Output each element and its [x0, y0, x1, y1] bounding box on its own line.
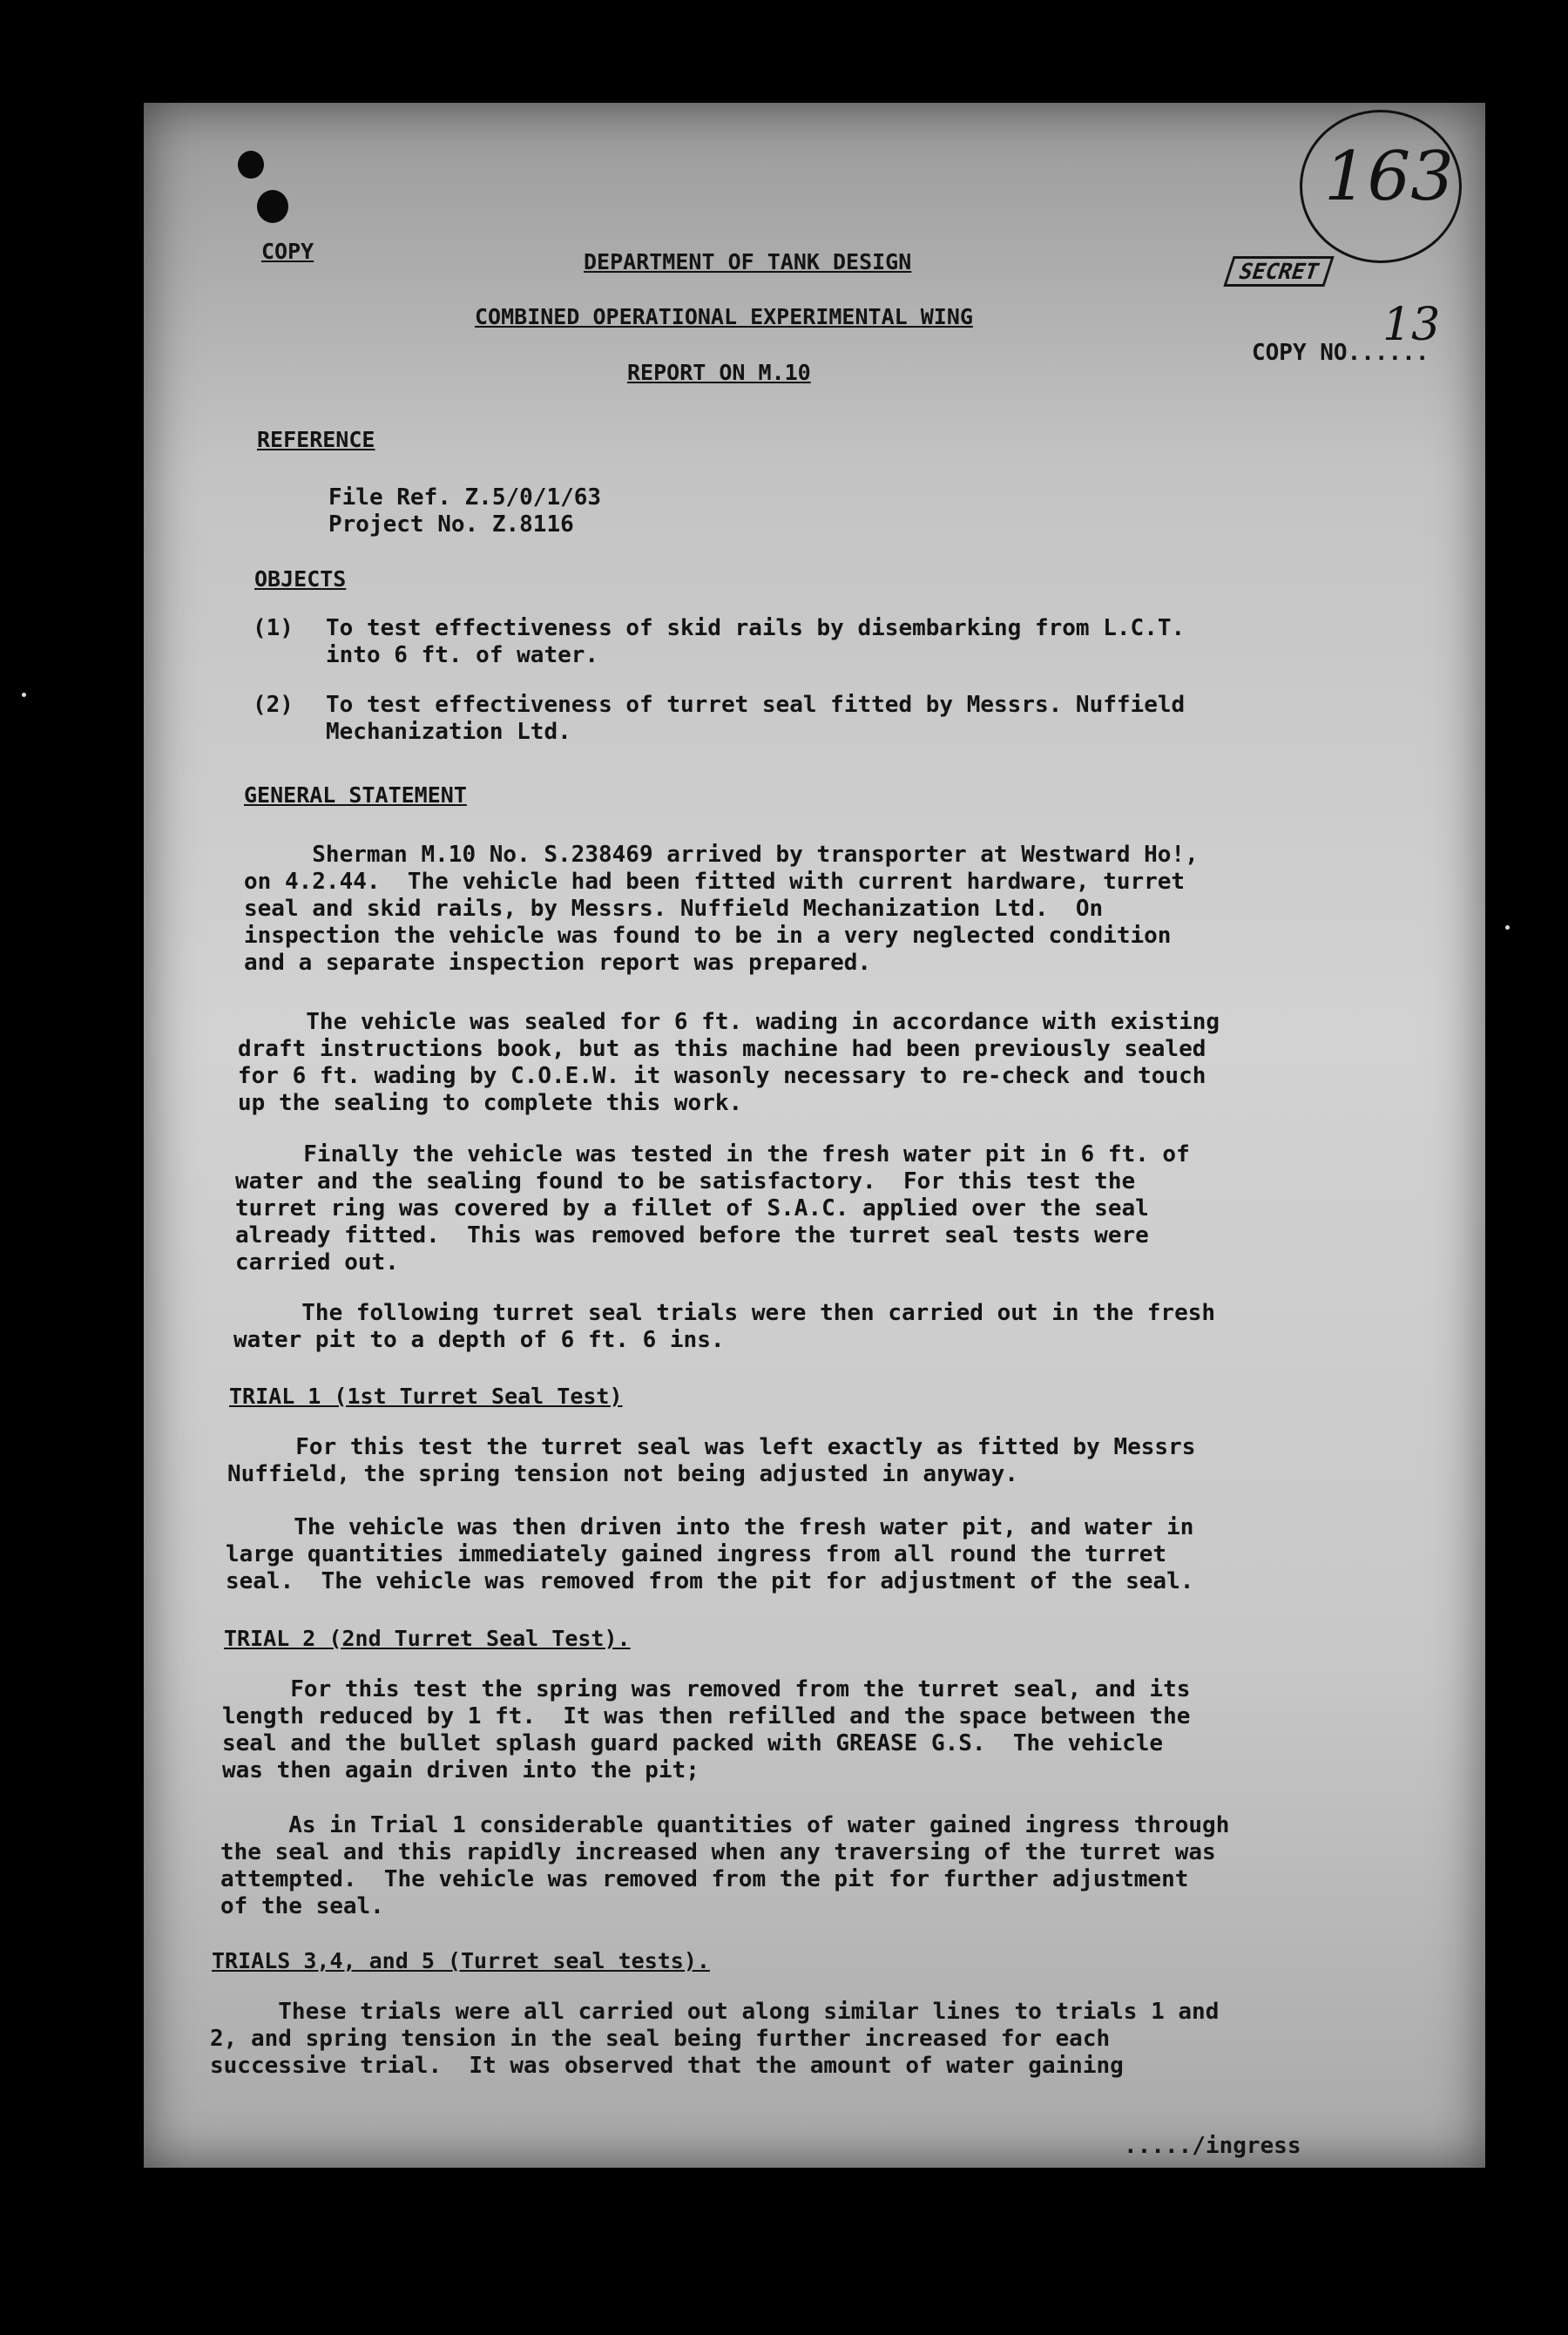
- reference-heading: REFERENCE: [257, 427, 375, 452]
- general-para-3: [235, 1141, 1190, 1276]
- object-line: To test effectiveness of skid rails by disembarking from L.C.T.: [326, 615, 1186, 641]
- folio-number: 163: [1324, 138, 1454, 216]
- text-line: already fitted. This was removed before the turret seal tests were: [235, 1222, 1149, 1249]
- text-line: up the sealing to complete this work.: [238, 1090, 743, 1116]
- trials-3-4-5-heading: TRIALS 3,4, and 5 (Turret seal tests).: [212, 1948, 710, 1973]
- text-line: seal and skid rails, by Messrs. Nuffield Mechanization Ltd. On: [244, 896, 1104, 922]
- objects-heading: OBJECTS: [254, 566, 347, 592]
- text-line: Finally the vehicle was tested in the fresh water pit in 6 ft. of: [235, 1141, 1190, 1168]
- text-line: 2, and spring tension in the seal being further increased for each: [210, 2026, 1111, 2052]
- copy-number-value: 13: [1382, 299, 1441, 351]
- text-line: attempted. The vehicle was removed from the pit for further adjustment: [220, 1866, 1189, 1892]
- text-line: was then again driven into the pit;: [222, 1757, 700, 1783]
- trial-2-para-1: [222, 1676, 1191, 1783]
- text-line: seal. The vehicle was removed from the pit for adjustment of the seal.: [226, 1568, 1194, 1594]
- trial-1-para-1: [227, 1434, 1196, 1500]
- text-line: For this test the turret seal was left exactly as fitted by Messrs: [227, 1434, 1196, 1460]
- trials-3-4-5-para: [210, 1999, 1220, 2081]
- object-number: (1): [253, 615, 294, 641]
- text-line: on 4.2.44. The vehicle had been fitted with current hardware, turret: [244, 869, 1186, 895]
- text-line: turret ring was covered by a fillet of S.A.C. applied over the seal: [235, 1195, 1149, 1222]
- text-line: As in Trial 1 considerable quantities of water gained ingress through: [220, 1812, 1230, 1838]
- scan-speck: [1505, 925, 1510, 930]
- general-para-1: [244, 842, 1199, 976]
- text-line: the seal and this rapidly increased when any traversing of the turret was: [220, 1839, 1216, 1865]
- project-no: Project No. Z.8116: [328, 511, 574, 538]
- object-line: Mechanization Ltd.: [326, 719, 571, 745]
- text-line: seal and the bullet splash guard packed with GREASE G.S. The vehicle: [222, 1730, 1164, 1756]
- text-line: of the seal.: [220, 1893, 384, 1919]
- text-line: Sherman M.10 No. S.238469 arrived by transporter at Westward Ho!,: [244, 842, 1199, 868]
- text-line: The vehicle was then driven into the fresh water pit, and water in: [226, 1514, 1194, 1540]
- objects-list: [253, 615, 1455, 763]
- copy-mark: COPY: [261, 239, 314, 264]
- text-line: carried out.: [235, 1249, 399, 1276]
- punch-hole-bottom: [257, 190, 288, 223]
- object-line: To test effectiveness of turret seal fitted by Messrs. Nuffield: [326, 692, 1186, 718]
- trial-2-para-2: [220, 1812, 1230, 1919]
- general-para-4: [233, 1300, 1216, 1366]
- text-line: The vehicle was sealed for 6 ft. wading in accordance with existing: [238, 1009, 1220, 1035]
- document-page: [144, 103, 1485, 2168]
- copy-number-label: COPY NO......: [1252, 340, 1429, 366]
- text-line: The following turret seal trials were then carried out in the fresh: [233, 1300, 1216, 1326]
- text-line: For this test the spring was removed from the turret seal, and its: [222, 1676, 1191, 1702]
- trial-1-heading: TRIAL 1 (1st Turret Seal Test): [229, 1384, 623, 1409]
- object-line: into 6 ft. of water.: [326, 642, 599, 668]
- report-title: REPORT ON M.10: [627, 360, 811, 385]
- continuation-marker: ...../ingress: [1124, 2133, 1301, 2159]
- department-heading: DEPARTMENT OF TANK DESIGN: [584, 249, 912, 274]
- text-line: draft instructions book, but as this machine had been previously sealed: [238, 1036, 1206, 1062]
- wing-heading: COMBINED OPERATIONAL EXPERIMENTAL WING: [475, 304, 973, 329]
- general-statement-heading: GENERAL STATEMENT: [244, 782, 467, 808]
- text-line: large quantities immediately gained ingress from all round the turret: [226, 1541, 1167, 1567]
- general-para-2: [238, 1009, 1220, 1116]
- punch-hole-top: [238, 151, 264, 179]
- text-line: successive trial. It was observed that the amount of water gaining: [210, 2053, 1124, 2079]
- object-number: (2): [253, 692, 294, 718]
- text-line: and a separate inspection report was prepared.: [244, 950, 872, 976]
- text-line: inspection the vehicle was found to be in a very neglected condition: [244, 923, 1172, 949]
- text-line: Nuffield, the spring tension not being adjusted in anyway.: [227, 1461, 1018, 1487]
- trial-1-para-2: [226, 1514, 1194, 1597]
- secret-stamp: SECRET: [1223, 256, 1335, 287]
- text-line: These trials were all carried out along similar lines to trials 1 and: [210, 1999, 1220, 2025]
- text-line: for 6 ft. wading by C.O.E.W. it wasonly necessary to re-check and touch: [238, 1063, 1206, 1089]
- scan-speck: [22, 693, 26, 697]
- text-line: length reduced by 1 ft. It was then refilled and the space between the: [222, 1703, 1191, 1729]
- file-ref: File Ref. Z.5/0/1/63: [328, 484, 602, 511]
- trial-2-heading: TRIAL 2 (2nd Turret Seal Test).: [224, 1626, 631, 1651]
- text-line: water pit to a depth of 6 ft. 6 ins.: [233, 1327, 725, 1353]
- text-line: water and the sealing found to be satisfactory. For this test the: [235, 1168, 1136, 1195]
